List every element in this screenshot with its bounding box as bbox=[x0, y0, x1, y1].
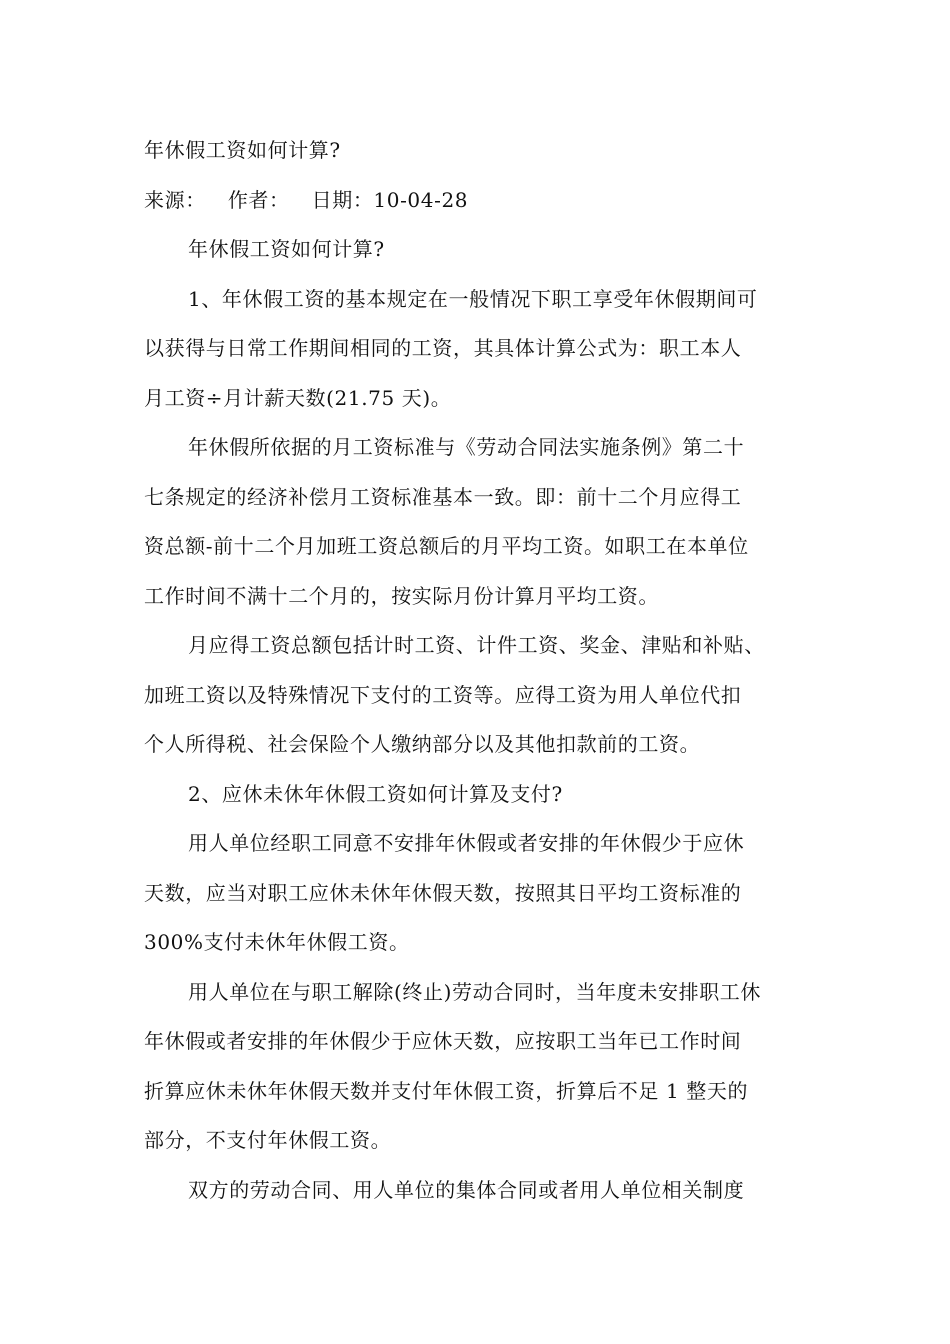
paragraph-line: 工作时间不满十二个月的，按实际月份计算月平均工资。 bbox=[144, 583, 659, 608]
paragraph-line: 折算应休未休年休假天数并支付年休假工资，折算后不足 1 整天的 bbox=[144, 1078, 749, 1103]
author-label: 作者： bbox=[227, 187, 290, 212]
source-label: 来源： bbox=[144, 187, 206, 212]
paragraph-line: 七条规定的经济补偿月工资标准基本一致。即：前十二个月应得工 bbox=[144, 484, 742, 509]
date-label: 日期：10-04-28 bbox=[311, 187, 469, 212]
paragraph-line: 用人单位经职工同意不安排年休假或者安排的年休假少于应休 bbox=[188, 831, 745, 855]
paragraph-heading-unused-leave bbox=[144, 770, 810, 820]
paragraph-line: 2、应休未休年休假工资如何计算及支付? bbox=[188, 781, 563, 806]
paragraph-line: 个人所得税、社会保险个人缴纳部分以及其他扣款前的工资。 bbox=[144, 732, 701, 756]
paragraph-termination bbox=[144, 968, 810, 1166]
paragraph-wage-total bbox=[144, 621, 810, 770]
paragraph-contract bbox=[144, 1166, 810, 1216]
paragraph-line: 以获得与日常工作期间相同的工资，其具体计算公式为：职工本人 bbox=[144, 336, 742, 360]
paragraph-wage-standard bbox=[144, 423, 810, 621]
paragraph-heading-intro bbox=[144, 225, 810, 275]
paragraph-line: 天数，应当对职工应休未休年休假天数，按照其日平均工资标准的 bbox=[144, 880, 742, 905]
paragraph-line: 年休假或者安排的年休假少于应休天数，应按职工当年已工作时间 bbox=[144, 1029, 742, 1053]
document-title: 年休假工资如何计算? bbox=[144, 138, 341, 162]
paragraph-line: 300%支付未休年休假工资。 bbox=[144, 930, 410, 954]
paragraph-basic-rule bbox=[144, 275, 810, 424]
paragraph-line: 月应得工资总额包括计时工资、计件工资、奖金、津贴和补贴、 bbox=[188, 633, 765, 657]
document-meta bbox=[144, 176, 810, 226]
paragraph-line: 用人单位在与职工解除(终止)劳动合同时，当年度未安排职工休 bbox=[188, 979, 762, 1004]
paragraph-line: 月工资÷月计薪天数(21.75 天)。 bbox=[144, 385, 452, 410]
paragraph-unused-leave-pay bbox=[144, 819, 810, 968]
paragraph-line: 年休假工资如何计算? bbox=[188, 237, 385, 261]
paragraph-line: 加班工资以及特殊情况下支付的工资等。应得工资为用人单位代扣 bbox=[144, 682, 742, 707]
document-body bbox=[144, 126, 810, 1215]
paragraph-line: 1、年休假工资的基本规定在一般情况下职工享受年休假期间可 bbox=[188, 286, 758, 311]
paragraph-line: 年休假所依据的月工资标准与《劳动合同法实施条例》第二十 bbox=[188, 435, 745, 459]
paragraph-line: 资总额-前十二个月加班工资总额后的月平均工资。如职工在本单位 bbox=[144, 534, 749, 558]
paragraph-line: 部分，不支付年休假工资。 bbox=[144, 1128, 392, 1152]
paragraph-line: 双方的劳动合同、用人单位的集体合同或者用人单位相关制度 bbox=[188, 1177, 745, 1202]
